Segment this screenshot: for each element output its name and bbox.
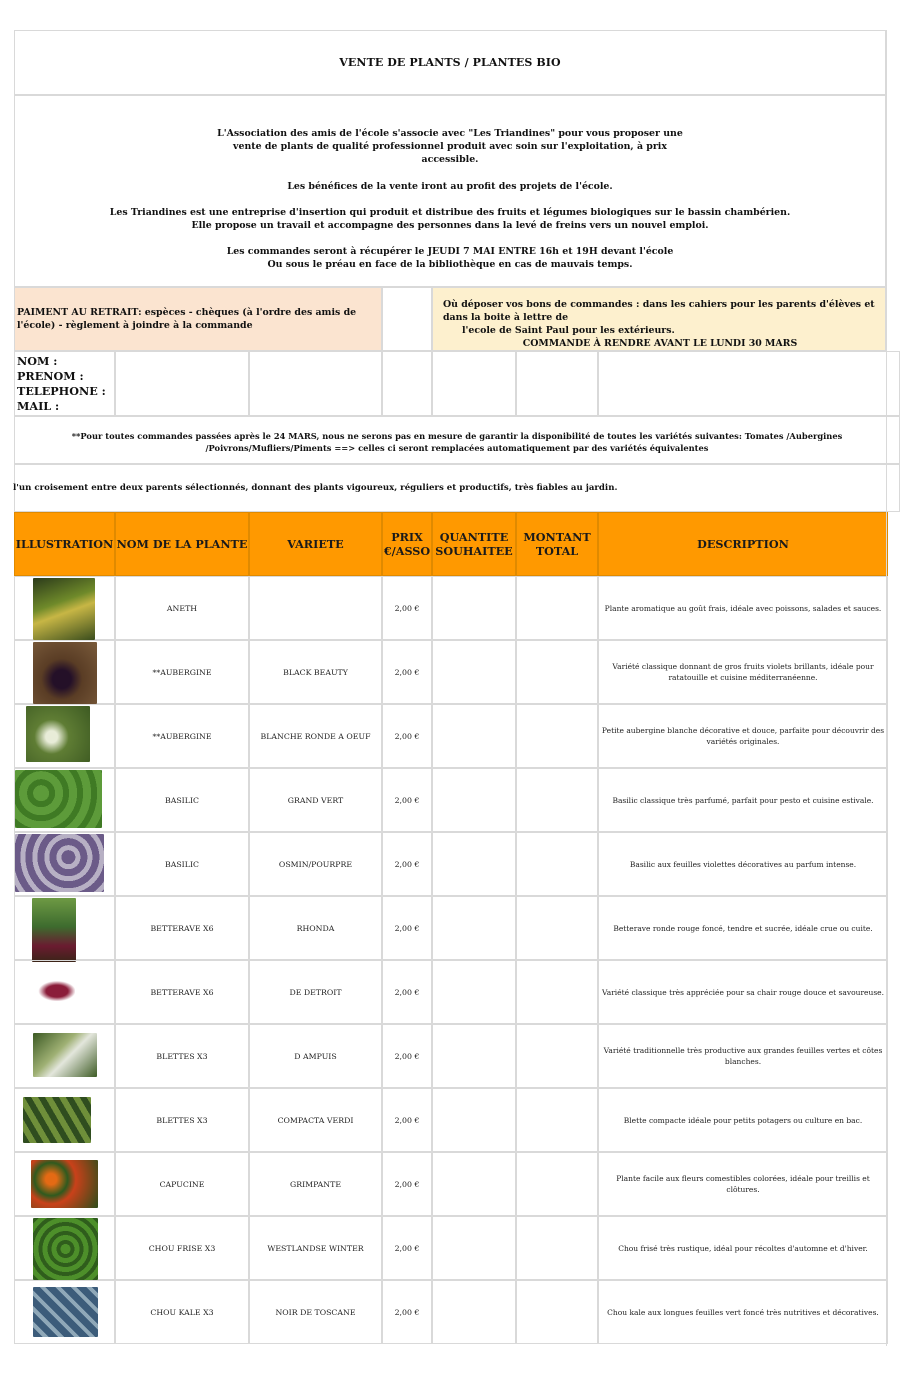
quantity-input-cell[interactable] [432, 576, 516, 640]
description-cell: Petite aubergine blanche décorative et douce, parfaite pour découvrir des variétés originales. [598, 704, 888, 768]
plant-name-cell: CAPUCINE [115, 1152, 249, 1216]
illustration-cell [14, 768, 115, 832]
illustration-cell [14, 1216, 115, 1280]
description-cell: Variété classique très appréciée pour sa chair rouge douce et savoureuse. [598, 960, 888, 1024]
identity-input-cell[interactable] [432, 351, 516, 416]
beet-root-photo [35, 979, 75, 1001]
amount-total-cell[interactable] [516, 896, 598, 960]
price-cell: 2,00 € [382, 768, 432, 832]
illustration-cell [14, 960, 115, 1024]
description-cell: Variété traditionnelle très productive aux grandes feuilles vertes et côtes blanches. [598, 1024, 888, 1088]
intro-paragraph-association: L'Association des amis de l'école s'associe avec "Les Triandines" pour vous proposer une vente de plants de qualité professionnel produit avec soin sur l'exploitation, à prix accessible. [217, 128, 683, 166]
variety-cell: BLACK BEAUTY [249, 640, 382, 704]
telephone-label: TELEPHONE : [17, 384, 106, 398]
price-cell: 2,00 € [382, 1216, 432, 1280]
illustration-cell [14, 576, 115, 640]
description-cell: Plante facile aux fleurs comestibles colorées, idéale pour treillis et clôtures. [598, 1152, 888, 1216]
illustration-cell [14, 896, 115, 960]
hybrid-note-text: l'un croisement entre deux parents sélectionnés, donnant des plants vigoureux, réguliers et productifs, très fiables au jardin. [13, 483, 618, 493]
price-cell: 2,00 € [382, 1088, 432, 1152]
hybrid-note [14, 464, 900, 512]
amount-total-cell[interactable] [516, 640, 598, 704]
quantity-input-cell[interactable] [432, 1280, 516, 1344]
illustration-cell [14, 704, 115, 768]
quantity-input-cell[interactable] [432, 640, 516, 704]
price-cell: 2,00 € [382, 896, 432, 960]
intro-triandines-line2: Elle propose un travail et accompagne des personnes dans la levé de freins vers un nouvel emploi. [191, 220, 709, 232]
header-quantity: QUANTITE SOUHAITEE [432, 512, 516, 576]
amount-total-cell[interactable] [516, 1280, 598, 1344]
grid-edge [886, 30, 887, 1346]
amount-total-cell[interactable] [516, 1216, 598, 1280]
curly-kale-photo [33, 1218, 98, 1280]
amount-total-cell[interactable] [516, 960, 598, 1024]
intro-paragraph-benefits: Les bénéfices de la vente iront au profit des projets de l'école. [287, 180, 613, 192]
customer-identity-labels [14, 351, 115, 416]
identity-input-cell[interactable] [382, 351, 432, 416]
identity-input-cell[interactable] [249, 351, 382, 416]
plant-name-cell: BASILIC [115, 832, 249, 896]
description-cell: Chou frisé très rustique, idéal pour récoltes d'automne et d'hiver. [598, 1216, 888, 1280]
header-illustration: ILLUSTRATION [14, 512, 115, 576]
variety-cell: D AMPUIS [249, 1024, 382, 1088]
dill-photo [33, 578, 95, 640]
intro-pickup-line1: Les commandes seront à récupérer le JEUDI 7 MAI ENTRE 16h et 19H devant l'école [226, 246, 674, 258]
tuscan-kale-photo [33, 1287, 98, 1337]
basil-photo [15, 770, 102, 828]
variety-cell: GRIMPANTE [249, 1152, 382, 1216]
variety-cell [249, 576, 382, 640]
plant-name-cell: CHOU KALE X3 [115, 1280, 249, 1344]
identity-input-cell[interactable] [598, 351, 900, 416]
plant-name-cell: **AUBERGINE [115, 704, 249, 768]
header-description: DESCRIPTION [598, 512, 888, 576]
illustration-cell [14, 1024, 115, 1088]
header-plant-name: NOM DE LA PLANTE [115, 512, 249, 576]
variety-cell: BLANCHE RONDE A OEUF [249, 704, 382, 768]
description-cell: Chou kale aux longues feuilles vert foncé très nutritives et décoratives. [598, 1280, 888, 1344]
intro-paragraph-pickup [15, 245, 885, 271]
amount-total-cell[interactable] [516, 704, 598, 768]
dropoff-deadline: COMMANDE À RENDRE AVANT LE LUNDI 30 MARS [522, 338, 798, 349]
plant-name-cell: ANETH [115, 576, 249, 640]
description-cell: Plante aromatique au goût frais, idéale avec poissons, salades et sauces. [598, 576, 888, 640]
description-cell: Betterave ronde rouge foncé, tendre et sucrée, idéale crue ou cuite. [598, 896, 888, 960]
quantity-input-cell[interactable] [432, 896, 516, 960]
header-variety: VARIETE [249, 512, 382, 576]
header-amount: MONTANT TOTAL [516, 512, 598, 576]
beet-photo [32, 898, 76, 962]
chard-photo [33, 1033, 97, 1077]
price-cell: 2,00 € [382, 704, 432, 768]
description-cell: Basilic aux feuilles violettes décoratives au parfum intense. [598, 832, 888, 896]
identity-input-cell[interactable] [115, 351, 249, 416]
description-cell: Blette compacte idéale pour petits potagers ou culture en bac. [598, 1088, 888, 1152]
identity-input-cell[interactable] [516, 351, 598, 416]
intro-triandines-line1: Les Triandines est une entreprise d'insertion qui produit et distribue des fruits et légumes biologiques sur le bassin chambérien. [109, 206, 791, 218]
late-order-notice: **Pour toutes commandes passées après le 24 MARS, nous ne serons pas en mesure de garantir la disponibilité de toutes les variétés suivantes: Tomates /Aubergines /Poivrons/Mufliers/Piments ==> celles ci seront remplacées automatiquement par des variétés équivalentes [14, 416, 900, 464]
illustration-cell [14, 640, 115, 704]
description-cell: Variété classique donnant de gros fruits violets brillants, idéale pour ratatouille et cuisine méditerranéenne. [598, 640, 888, 704]
dropoff-info [432, 287, 886, 351]
plant-name-cell: BLETTES X3 [115, 1088, 249, 1152]
prenom-label: PRENOM : [17, 369, 84, 383]
variety-cell: COMPACTA VERDI [249, 1088, 382, 1152]
price-cell: 2,00 € [382, 1152, 432, 1216]
chard-compact-photo [23, 1097, 91, 1143]
page-title: VENTE DE PLANTS / PLANTES BIO [14, 30, 886, 95]
variety-cell: OSMIN/POURPRE [249, 832, 382, 896]
variety-cell: GRAND VERT [249, 768, 382, 832]
payment-info: PAIMENT AU RETRAIT: espèces - chèques (à l'ordre des amis de l'école) - règlement à joindre à la commande [14, 287, 382, 351]
white-eggplant-photo [26, 706, 90, 762]
plant-name-cell: BETTERAVE X6 [115, 896, 249, 960]
price-cell: 2,00 € [382, 576, 432, 640]
intro-paragraph-triandines [15, 206, 885, 232]
spacer-cell [382, 287, 432, 351]
header-price: PRIX €/ASSO [382, 512, 432, 576]
variety-cell: NOIR DE TOSCANE [249, 1280, 382, 1344]
amount-total-cell[interactable] [516, 832, 598, 896]
price-cell: 2,00 € [382, 1024, 432, 1088]
price-cell: 2,00 € [382, 640, 432, 704]
quantity-input-cell[interactable] [432, 960, 516, 1024]
plant-name-cell: **AUBERGINE [115, 640, 249, 704]
quantity-input-cell[interactable] [432, 832, 516, 896]
variety-cell: WESTLANDSE WINTER [249, 1216, 382, 1280]
illustration-cell [14, 1280, 115, 1344]
intro-text [14, 95, 886, 287]
amount-total-cell[interactable] [516, 1024, 598, 1088]
illustration-cell [14, 1088, 115, 1152]
quantity-input-cell[interactable] [432, 768, 516, 832]
dropoff-line1: Où déposer vos bons de commandes : dans les cahiers pour les parents d'élèves et dans la boite à lettre de [443, 299, 875, 323]
price-cell: 2,00 € [382, 832, 432, 896]
mail-label: MAIL : [17, 399, 60, 413]
illustration-cell [14, 1152, 115, 1216]
amount-total-cell[interactable] [516, 768, 598, 832]
illustration-cell [14, 832, 115, 896]
nasturtium-photo [31, 1160, 98, 1208]
price-cell: 2,00 € [382, 1280, 432, 1344]
description-cell: Basilic classique très parfumé, parfait pour pesto et cuisine estivale. [598, 768, 888, 832]
quantity-input-cell[interactable] [432, 704, 516, 768]
amount-total-cell[interactable] [516, 1088, 598, 1152]
quantity-input-cell[interactable] [432, 1024, 516, 1088]
variety-cell: RHONDA [249, 896, 382, 960]
price-cell: 2,00 € [382, 960, 432, 1024]
eggplant-photo [33, 642, 97, 704]
variety-cell: DE DETROIT [249, 960, 382, 1024]
quantity-input-cell[interactable] [432, 1216, 516, 1280]
purple-basil-photo [15, 834, 104, 892]
amount-total-cell[interactable] [516, 576, 598, 640]
amount-total-cell[interactable] [516, 1152, 598, 1216]
plant-name-cell: BASILIC [115, 768, 249, 832]
nom-label: NOM : [17, 354, 58, 368]
plant-name-cell: BETTERAVE X6 [115, 960, 249, 1024]
quantity-input-cell[interactable] [432, 1152, 516, 1216]
quantity-input-cell[interactable] [432, 1088, 516, 1152]
dropoff-line2: l'ecole de Saint Paul pour les extérieurs. [462, 325, 675, 336]
plant-name-cell: CHOU FRISE X3 [115, 1216, 249, 1280]
plant-name-cell: BLETTES X3 [115, 1024, 249, 1088]
intro-pickup-line2: Ou sous le préau en face de la bibliothèque en cas de mauvais temps. [267, 259, 633, 271]
